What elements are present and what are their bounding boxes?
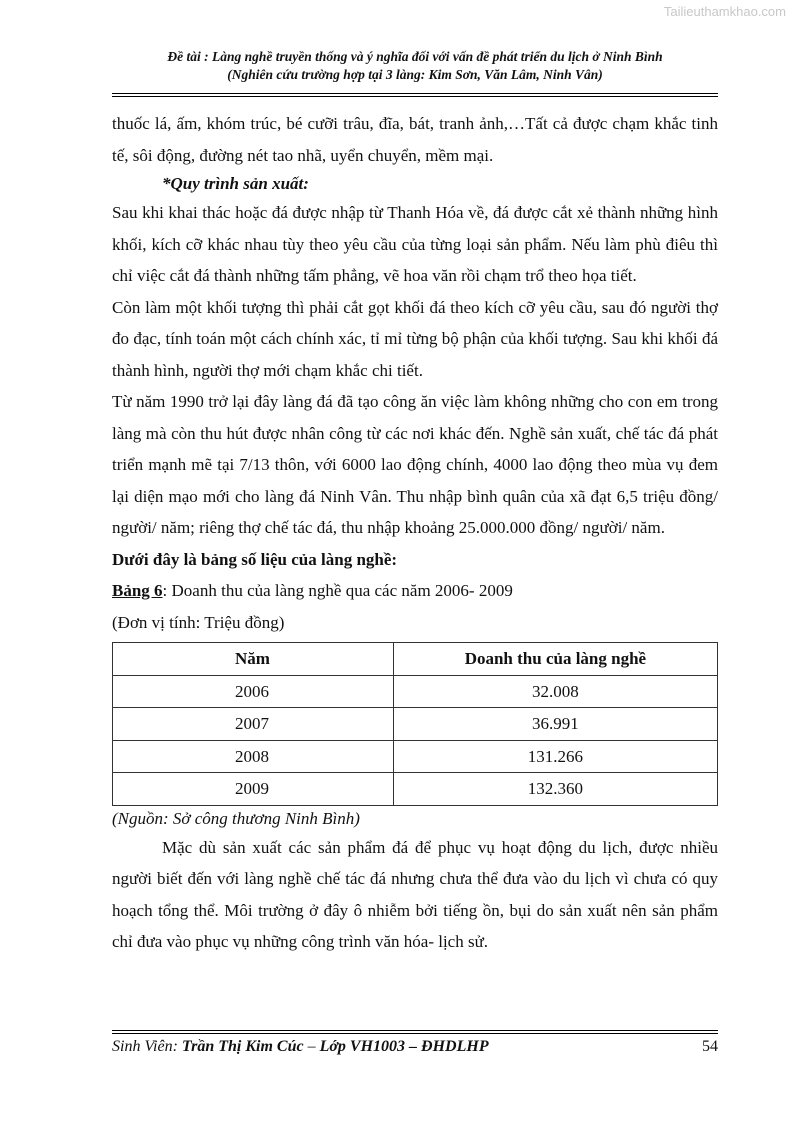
header-subtitle: (Nghiên cứu trường hợp tại 3 làng: Kim Sơn, Văn Lâm, Ninh Vân) (227, 67, 603, 82)
watermark-text: Tailieuthamkhao.com (663, 4, 786, 19)
table-title (112, 575, 718, 607)
table-caption: : Doanh thu của làng nghề qua các năm 2006- 2009 (162, 581, 513, 600)
header-title: Đề tài : Làng nghề truyền thống và ý nghĩa đối với vấn đề phát triển du lịch ở Ninh Bình (167, 49, 663, 64)
table-source: (Nguồn: Sở công thương Ninh Bình) (112, 808, 360, 828)
footer-author (112, 1038, 489, 1056)
table-header-row (113, 643, 718, 676)
cell-revenue: 36.991 (393, 708, 717, 741)
revenue-table (112, 642, 718, 806)
footer-divider (112, 1030, 718, 1034)
page-number: 54 (702, 1038, 718, 1055)
table-row (113, 675, 718, 708)
cell-revenue: 32.008 (393, 675, 717, 708)
paragraph-closing: Mặc dù sản xuất các sản phẩm đá để phục vụ hoạt động du lịch, được nhiều người biết đến với làng nghề chế tác đá nhưng chưa thể đưa vào du lịch vì chưa có quy hoạch tổng thể. Môi trường ở đây ô nhiễm bởi tiếng ồn, bụi do sản xuất nên sản phẩm chỉ đưa vào phục vụ những công trình văn hóa- lịch sử. (112, 837, 718, 951)
table-lead-text: Dưới đây là bảng số liệu của làng nghề: (112, 549, 398, 569)
footer-class: Lớp VH1003 – ĐHDLHP (319, 1038, 489, 1055)
table-row (113, 740, 718, 773)
column-header-revenue: Doanh thu của làng nghề (393, 643, 717, 676)
section-subheading: *Quy trình sản xuất: (162, 174, 309, 193)
paragraph-intro: thuốc lá, ấm, khóm trúc, bé cưỡi trâu, đĩa, bát, tranh ảnh,…Tất cả được chạm khắc tinh tế, sôi động, đường nét tao nhã, uyển chuyển, mềm mại. (112, 114, 718, 165)
paragraph-process-1: Sau khi khai thác hoặc đá được nhập từ Thanh Hóa về, đá được cắt xẻ thành những hình khối, kích cỡ khác nhau tùy theo yêu cầu của từng loại sản phẩm. Nếu làm phù điêu thì chỉ việc cắt đá thành những tấm phẳng, vẽ hoa văn rồi chạm trổ theo họa tiết. (112, 203, 718, 285)
cell-year: 2006 (113, 675, 394, 708)
page-footer (112, 1038, 718, 1056)
table-row (113, 708, 718, 741)
cell-year: 2007 (113, 708, 394, 741)
cell-revenue: 131.266 (393, 740, 717, 773)
table-row (113, 773, 718, 806)
footer-separator: – (303, 1038, 320, 1055)
paragraph-employment: Từ năm 1990 trở lại đây làng đá đã tạo công ăn việc làm không những cho con em trong làng mà còn thu hút được nhân công từ các nơi khác đến. Nghề sản xuất, chế tác đá phát triển mạnh mẽ tại 7/13 thôn, với 6000 lao động chính, 4000 lao động theo mùa vụ đem lại diện mạo mới cho làng đá Ninh Vân. Thu nhập bình quân của xã đạt 6,5 triệu đồng/ người/ năm; riêng thợ chế tác đá, thu nhập khoảng 25.000.000 đồng/ người/ năm. (112, 392, 718, 537)
column-header-year: Năm (113, 643, 394, 676)
table-number: Bảng 6 (112, 581, 163, 600)
cell-year: 2008 (113, 740, 394, 773)
header-divider (112, 93, 718, 97)
table-unit: (Đơn vị tính: Triệu đồng) (112, 612, 285, 632)
cell-revenue: 132.360 (393, 773, 717, 806)
footer-prefix: Sinh Viên: (112, 1038, 182, 1055)
page-header (112, 48, 718, 84)
page-content (112, 108, 718, 958)
paragraph-process-2: Còn làm một khối tượng thì phải cắt gọt khối đá theo kích cỡ yêu cầu, sau đó người thợ đo đạc, tính toán một cách chính xác, tỉ mỉ từng bộ phận của khối tượng. Sau khi khối đá thành hình, người thợ mới chạm khắc chi tiết. (112, 297, 718, 380)
footer-student-name: Trần Thị Kim Cúc (181, 1038, 304, 1055)
cell-year: 2009 (113, 773, 394, 806)
